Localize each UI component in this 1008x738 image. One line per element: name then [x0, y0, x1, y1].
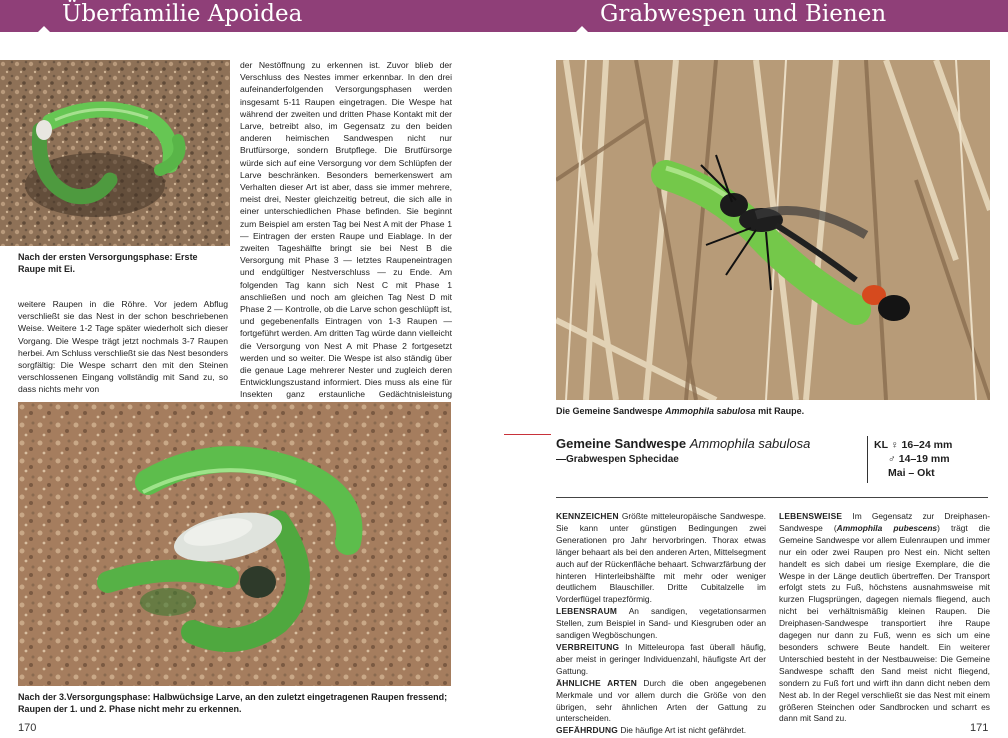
right-header-band — [504, 0, 1008, 32]
entry-aehnliche-arten-label: ÄHNLICHE ARTEN — [556, 677, 638, 688]
photo-caterpillar-with-egg — [0, 60, 230, 246]
entry-verbreitung — [556, 642, 766, 678]
entry-gefaehrdung-label: GEFÄHRDUNG — [556, 725, 619, 736]
species-header — [556, 434, 988, 494]
left-page-title: Überfamilie Apoidea — [62, 1, 303, 27]
species-stat-flight-period: Mai – Okt — [888, 467, 935, 479]
accent-red-rule — [504, 434, 551, 435]
entry-kennzeichen-label: KENNZEICHEN — [556, 511, 619, 521]
entry-verbreitung-label: VERBREITUNG — [556, 641, 620, 652]
caption-bottom-left: Nach der 3.Versorgungsphase: Halbwüchsige Larve, an den zuletzt eingetragenen Raupen fressend; Raupen der 1. und 2. Phase nicht mehr zu erkennen. — [18, 692, 448, 714]
species-entry-column-1 — [556, 511, 766, 737]
page-number-right: 171 — [970, 722, 989, 734]
entry-lebensraum — [556, 606, 766, 642]
species-latin-name: Ammophila sabulosa — [689, 436, 811, 451]
species-stat-male-size: ♂ 14–19 mm — [888, 453, 950, 465]
entry-lebensweise-text-1: Im Gegensatz zur Dreiphasen-Sandwespe ( — [779, 511, 991, 533]
species-common-name: Gemeine Sandwespe — [556, 436, 687, 451]
entry-lebensweise-label: LEBENSWEISE — [779, 511, 843, 521]
entry-lebensweise-text-2: ) trägt die Gemeine Sandwespe vor allem Eulenraupen und immer nur ein oder zwei Raupen pro Nest ein. Nicht selten handelt es sich dabei um riesige Exemplare, die die Wespe in der Länge deutlich übertreffen. Der Transport erfolgt stets zu Fuß, höchstens ausnahmsweise mit kurzen Flugsprüngen, dagegen niemals fliegend, auch nicht bei verhältnismäßig kleinen Raupen. Die Dreiphasen-Sandwespe transportiert ihre Raupe dagegen nur dann zu Fuß, wenn es sich um eine besonders schwere Beute handelt. Ein weiterer Unterschied besteht in der Nestbauweise: Die Gemeine Sandwespe schafft den Sand meist nicht fliegend, sondern zu Fuß fort und wirft ihn dann dicht neben dem Nest ab. In der Regel verschließt sie das Nest mit einem größeren Steinchen oder Sandbrocken und scharrt es dann mit Sand zu. — [779, 522, 990, 724]
left-text-column-2-paragraph: der Nestöffnung zu erkennen ist. Zuvor blieb der Verschluss des Nestes immer erkennbar. In den drei aufeinanderfolgenden Versorgungsphasen werden insgesamt 5-11 Raupen eingetragen. Die Wespe hat während der zweiten und dritten Phase Kontakt mit der Larve, betreibt also, im Gegensatz zu den beiden anderen heimischen Sandwespen nicht nur Brutfürsorge, sondern Brutpflege. Die Brutfürsorge würde sich auf eine Versorgung vor dem Schlüpfen der Larve beschränken. Besonders bemerkenswert am Verhalten dieser Art ist aber, dass sie immer mehrere, meist drei, Nester gleichzeitig betreut, die sich alle in einer unterschiedlichen Phase befinden. Sie beginnt zum Beispiel am ersten Tag bei Nest A mit der Phase 1 — Eintragen der ersten Raupe und Eiablage. In der zweiten Tageshälfte bringt sie bei Nest B die Versorgung mit Phase 3 — letztes Raupeneintragen und endgültiger Nestverschluss — zu Ende. Am folgenden Tag kann sich Nest C mit Phase 1 anschließen und noch am gleichen Tag Nest D mit Phase 2 — Kontrolle, ob die Larve schon geschlüpft ist, und gegebenenfalls Eintragen von 1-3 Raupen — fortgeführt werden. Am dritten Tag würde dann vielleicht die Versorgung von Nest A mit Phase 2 fortgesetzt werden und so weiter. Die Wespe ist also ständig über die genaue Lage mehrerer Nester und zugleich deren Entwicklungszustand informiert. Dies muss als eine für Insekten ganz erstaunliche Gedächtnisleistung — [240, 60, 452, 400]
entry-kennzeichen — [556, 511, 766, 606]
species-stats — [874, 438, 952, 480]
page-number-left: 170 — [18, 722, 37, 734]
entry-kennzeichen-text: Größte mitteleuropäische Sandwespe. Sie kann unter günstigen Bedingungen zwei Generationen pro Jahr hervorbringen. Thorax etwas länger behaart als bei den anderen Arten, Mittelsegment auch auf der Rückenfläche behaart. Schwarzfärbung der hinteren Hinterleibshälfte mit mehr oder weniger deutlichem Blauschiller. Dritte Cubitalzelle im Vorderflügel trapezförmig. — [556, 511, 767, 605]
caption-top-left: Nach der ersten Versorgungsphase: Erste Raupe mit Ei. — [18, 252, 198, 274]
caption-right-photo — [556, 405, 990, 417]
photo-sand-wasp-with-caterpillar — [556, 60, 990, 400]
left-header-band — [0, 0, 504, 32]
photo-larva-feeding — [18, 402, 451, 686]
entry-gefaehrdung — [556, 725, 766, 737]
left-header-tick — [38, 26, 50, 32]
entry-verbreitung-text: In Mitteleuropa fast überall häufig, aber meist in geringer Individuenzahl, häufigste Art der Gattung. — [556, 641, 766, 676]
species-name — [556, 436, 810, 451]
right-page-title: Grabwespen und Bienen — [600, 1, 887, 27]
species-entry-column-2 — [779, 511, 990, 725]
entry-aehnliche-arten-text: Durch die oben angegebenen Merkmale und vor allem durch die Größe von den übrigen, sehr ähnlichen Arten der Gattung zu unterscheiden. — [556, 677, 767, 724]
species-divider — [867, 436, 868, 483]
caption-right-latin-name: Ammophila sabulosa — [665, 406, 756, 416]
species-header-rule — [556, 497, 988, 498]
entry-lebensraum-label: LEBENSRAUM — [556, 606, 618, 617]
left-text-column-1 — [18, 298, 228, 396]
species-family: —Grabwespen Sphecidae — [556, 454, 679, 465]
left-text-column-1-paragraph: weitere Raupen in die Röhre. Vor jedem Abflug verschließt sie das Nest in der schon beschriebenen Weise. Weitere 1-2 Tage später wiederholt sich dieser Vorgang. Die Wespe trägt jetzt nochmals 3-7 Raupen herbei. Am Schluss verschließt sie das Nest besonders sorgfältig: Die Wespe scharrt den mit den Steinen verschlossenen Eingang vollständig mit Sand zu, so dass nichts mehr von — [18, 299, 228, 395]
caption-right-prefix: Die Gemeine Sandwespe — [556, 406, 666, 416]
left-text-column-2 — [240, 59, 452, 413]
entry-lebensweise-latin-name: Ammophila pubescens — [836, 522, 938, 533]
caption-right-suffix: mit Raupe. — [755, 406, 805, 416]
entry-aehnliche-arten — [556, 678, 766, 726]
entry-lebensweise — [779, 511, 990, 725]
entry-lebensraum-text: An sandigen, vegetationsarmen Stellen, zum Beispiel in Sand- und Kiesgruben oder an sandigen Wegböschungen. — [556, 606, 766, 641]
right-header-tick — [576, 26, 588, 32]
entry-gefaehrdung-text: Die häufige Art ist nicht gefährdet. — [620, 725, 747, 736]
species-stat-female-size: KL ♀ 16–24 mm — [874, 439, 953, 451]
